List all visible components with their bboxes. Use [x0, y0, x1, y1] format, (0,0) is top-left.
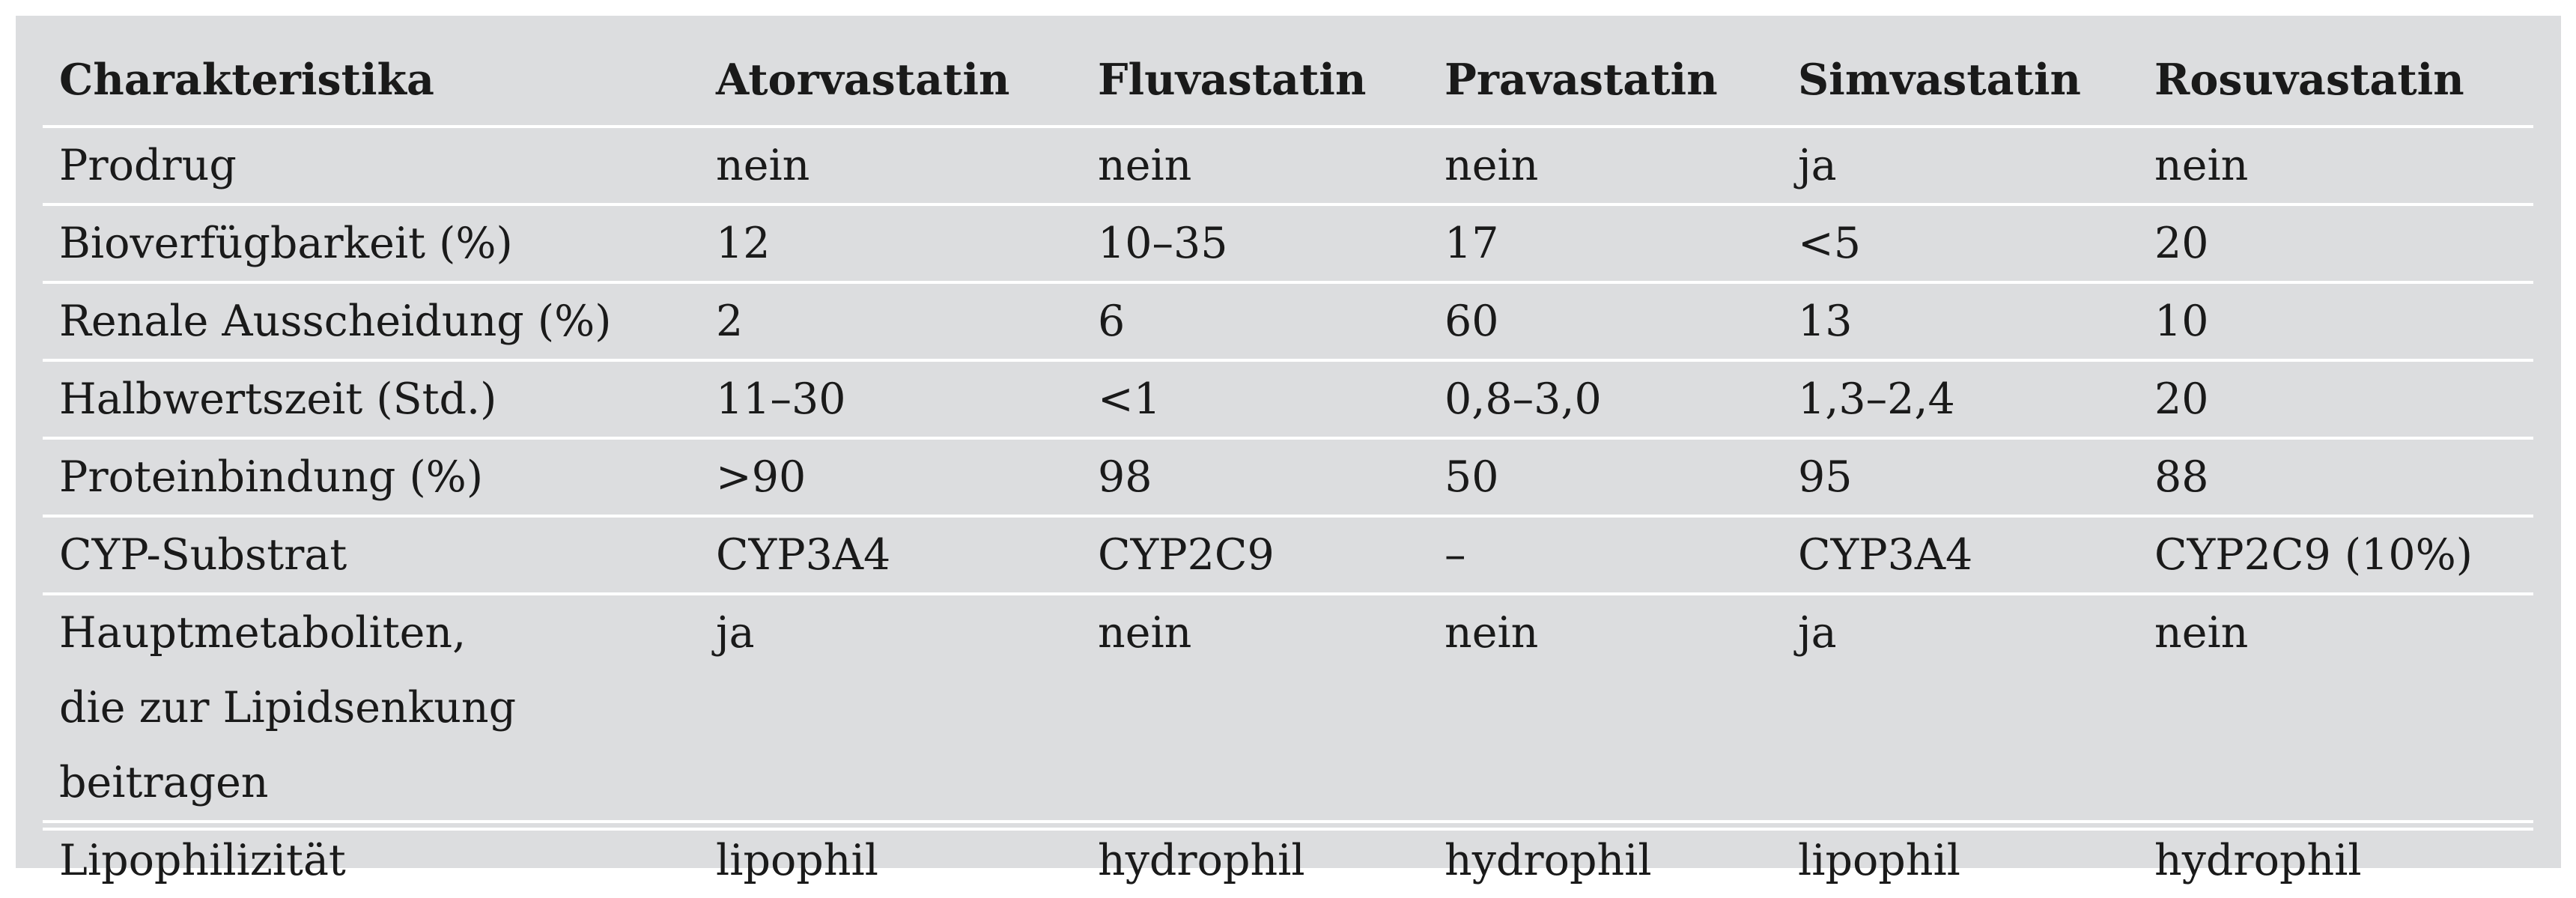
- table-cell: 6: [1081, 282, 1428, 360]
- table-cell: 95: [1781, 438, 2138, 516]
- row-label: Bioverfügbarkeit (%): [43, 204, 699, 282]
- statin-comparison-table: [43, 35, 2533, 898]
- row-label: Lipophilizität: [43, 822, 699, 898]
- table-cell: <5: [1781, 204, 2138, 282]
- table-cell: 2: [699, 282, 1081, 360]
- row-label: Proteinbindung (%): [43, 438, 699, 516]
- table-cell: CYP3A4: [699, 516, 1081, 594]
- table-cell: 12: [699, 204, 1081, 282]
- table-cell: 17: [1428, 204, 1781, 282]
- column-header-fluvastatin: Fluvastatin: [1098, 55, 1367, 105]
- row-label: Renale Ausscheidung (%): [43, 282, 699, 360]
- column-header-simvastatin: Simvastatin: [1798, 55, 2081, 105]
- table-cell: nein: [1081, 594, 1428, 822]
- table-cell: –: [1428, 516, 1781, 594]
- column-header-rosuvastatin: Rosuvastatin: [2154, 55, 2464, 105]
- table-cell: 50: [1428, 438, 1781, 516]
- table-cell: CYP2C9: [1081, 516, 1428, 594]
- table-row-lipophilicity: [43, 822, 2533, 898]
- table-cell: hydrophil: [1428, 822, 1781, 898]
- row-label-line: beitragen: [59, 758, 269, 807]
- table-cell: 13: [1781, 282, 2138, 360]
- table-cell: nein: [1428, 594, 1781, 822]
- table-cell: ja: [1781, 127, 2138, 204]
- row-label: Halbwertszeit (Std.): [43, 360, 699, 438]
- table-cell: CYP2C9 (10%): [2138, 516, 2533, 594]
- table-cell: 98: [1081, 438, 1428, 516]
- table-row-protein-binding: [43, 438, 2533, 516]
- table-cell: nein: [1428, 127, 1781, 204]
- table-row-prodrug: [43, 127, 2533, 204]
- table-cell: nein: [2138, 127, 2533, 204]
- table-cell: hydrophil: [2138, 822, 2533, 898]
- table-cell: nein: [2138, 594, 2533, 822]
- table-cell: 10–35: [1081, 204, 1428, 282]
- row-label-line: Hauptmetaboliten,: [59, 608, 467, 658]
- table-cell: 88: [2138, 438, 2533, 516]
- table-cell: 10: [2138, 282, 2533, 360]
- table-cell: lipophil: [1781, 822, 2138, 898]
- table-bottom-rule: [43, 828, 2533, 831]
- table-cell: 11–30: [699, 360, 1081, 438]
- table-row-renal-excretion: [43, 282, 2533, 360]
- table-cell: hydrophil: [1081, 822, 1428, 898]
- table-row-bioavailability: [43, 204, 2533, 282]
- row-label: [43, 594, 699, 822]
- row-label-line: die zur Lipidsenkung: [59, 683, 517, 732]
- table-cell: 0,8–3,0: [1428, 360, 1781, 438]
- table-cell: ja: [1781, 594, 2138, 822]
- table-header-row: [43, 35, 2533, 127]
- table-cell: >90: [699, 438, 1081, 516]
- column-header-characteristic: Charakteristika: [59, 55, 434, 105]
- table-cell: nein: [699, 127, 1081, 204]
- row-label: Prodrug: [43, 127, 699, 204]
- table-cell: nein: [1081, 127, 1428, 204]
- table-cell: 20: [2138, 360, 2533, 438]
- table-row-main-metabolites: [43, 594, 2533, 822]
- table-cell: 60: [1428, 282, 1781, 360]
- column-header-pravastatin: Pravastatin: [1445, 55, 1718, 105]
- column-header-atorvastatin: Atorvastatin: [716, 55, 1010, 105]
- table-cell: CYP3A4: [1781, 516, 2138, 594]
- table-cell: ja: [699, 594, 1081, 822]
- table-panel: [16, 16, 2561, 885]
- table-cell: 1,3–2,4: [1781, 360, 2138, 438]
- table-cell: <1: [1081, 360, 1428, 438]
- table-row-cyp-substrate: [43, 516, 2533, 594]
- row-label: CYP-Substrat: [43, 516, 699, 594]
- table-row-half-life: [43, 360, 2533, 438]
- table-cell: 20: [2138, 204, 2533, 282]
- table-cell: lipophil: [699, 822, 1081, 898]
